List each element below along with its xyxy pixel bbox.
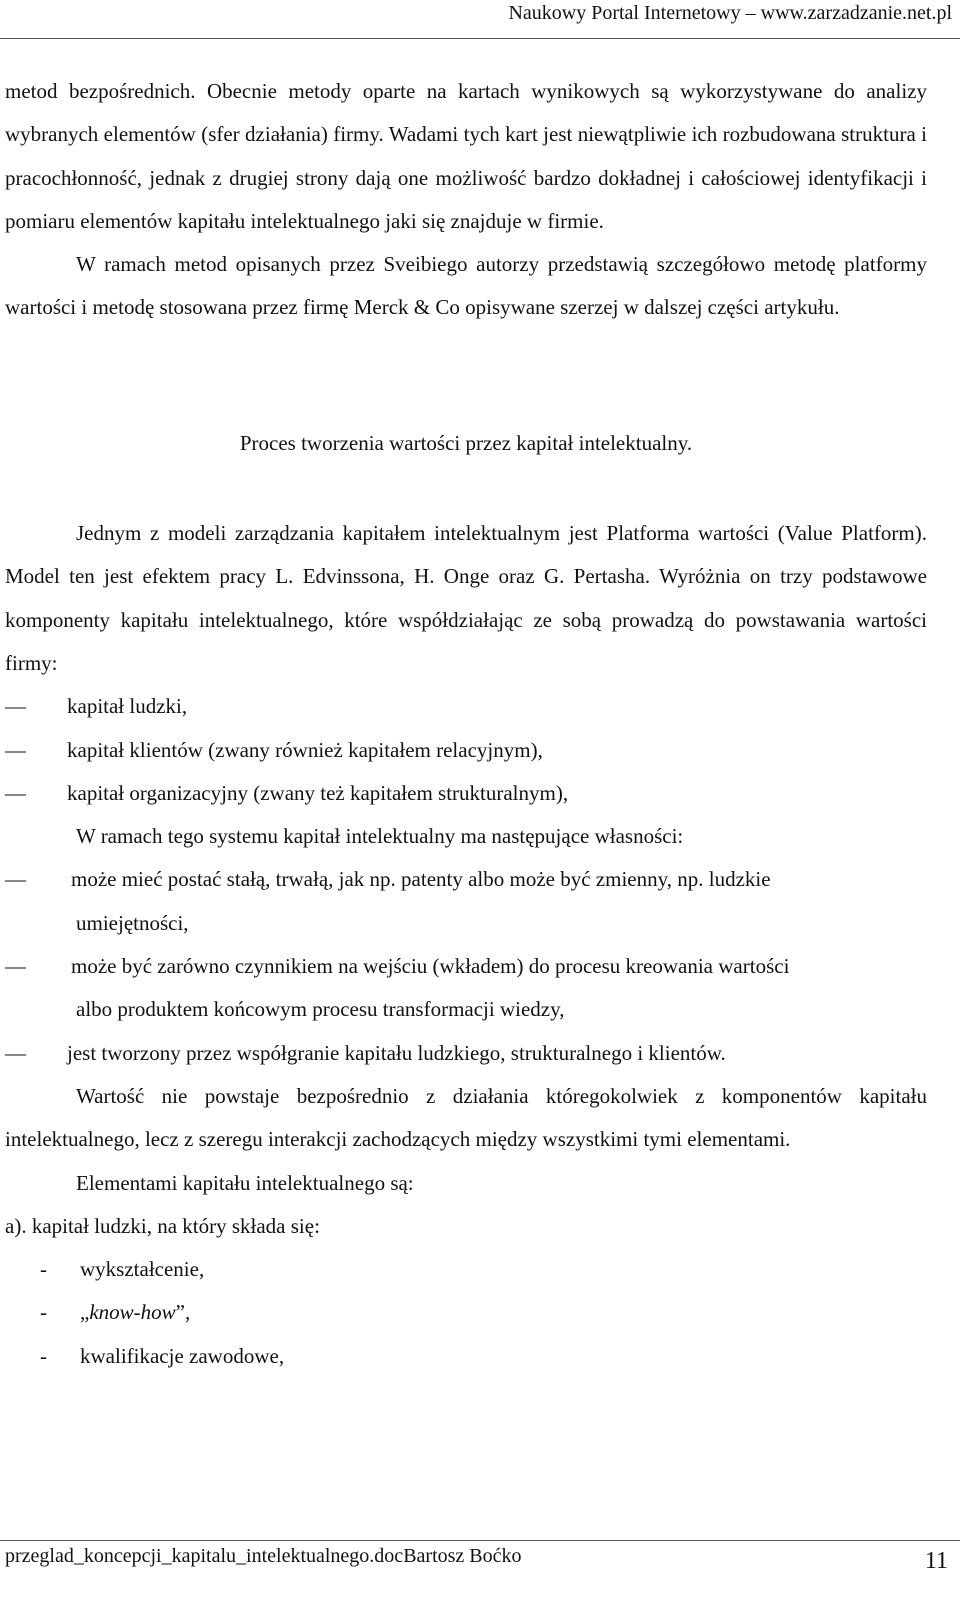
footer-divider [0, 1540, 960, 1541]
list-item-component [5, 685, 927, 728]
list-item-quote-open: „ [80, 1300, 90, 1325]
list-item-human-capital [5, 1335, 927, 1378]
paragraph-sveiby-methods: W ramach metod opisanych przez Sveibiego autorzy przedstawią szczegółowo metodę platformy wartości i metodę stosowana przez firmę Merck & Co opisywane szerzej w dalszej części artykułu. [5, 252, 927, 320]
footer-author: Bartosz Boćko [403, 1545, 522, 1567]
list-item-property [5, 945, 927, 1032]
list-item-text: może mieć postać stałą, trwałą, jak np. patenty albo może być zmienny, np. ludzkie [71, 867, 771, 892]
page-number: 11 [924, 1548, 948, 1574]
paragraph-value-creation: Wartość nie powstaje bezpośrednio z działania któregokolwiek z komponentów kapitału intelektualnego, lecz z szeregu interakcji zachodzących między wszystkimi tymi elementami. [5, 1083, 927, 1152]
header-divider [0, 38, 960, 39]
section-heading: Proces tworzenia wartości przez kapitał intelektualny. [239, 430, 693, 455]
page-body [5, 70, 927, 1378]
hyphen-bullet: - [40, 1257, 47, 1282]
dash-bullet: — [5, 954, 26, 979]
hyphen-bullet: - [40, 1300, 47, 1325]
running-header: Naukowy Portal Internetowy – www.zarzadzanie.net.pl [508, 2, 952, 24]
list-item-text-continued: umiejętności, [76, 910, 189, 935]
list-item-italic-term: know-how [89, 1300, 176, 1325]
list-item-text: może być zarówno czynnikiem na wejściu (wkładem) do procesu kreowania wartości [71, 954, 790, 979]
dash-bullet: — [5, 694, 26, 719]
list-item-text: kapitał ludzki, [67, 694, 188, 719]
dash-bullet: — [5, 1040, 26, 1065]
list-item-text-continued: albo produktem końcowym procesu transformacji wiedzy, [76, 997, 565, 1022]
paragraph-human-capital: a). kapitał ludzki, na który składa się: [5, 1213, 320, 1238]
paragraph-continuation: metod bezpośrednich. Obecnie metody oparte na kartach wynikowych są wykorzystywane do analizy wybranych elementów (sfer działania) firmy. Wadami tych kart jest niewątpliwie ich rozbudowana struktura i pracochłonność, jednak z drugiej strony dają one możliwość bardzo dokładnej i całościowej identyfikacji i pomiaru elementów kapitału intelektualnego jaki się znajduje w firmie. [5, 79, 927, 233]
dash-bullet: — [5, 737, 26, 762]
list-item-human-capital [5, 1291, 927, 1334]
list-item-text: kapitał klientów (zwany również kapitałem relacyjnym), [67, 737, 543, 762]
list-item-quote-close: ”, [175, 1300, 191, 1325]
paragraph-elements-intro: Elementami kapitału intelektualnego są: [76, 1170, 414, 1195]
list-item-component [5, 772, 927, 815]
list-item-text: wykształcenie, [80, 1257, 205, 1282]
list-item-property [5, 1032, 927, 1075]
list-item-component [5, 729, 927, 772]
paragraph-value-platform: Jednym z modeli zarządzania kapitałem intelektualnym jest Platforma wartości (Value Platform). Model ten jest efektem pracy L. Edvinssona, H. Onge oraz G. Pertasha. Wyróżnia on trzy podstawowe komponenty kapitału intelektualnego, które współdziałając ze sobą prowadzą do powstawania wartości firmy: [5, 521, 927, 675]
list-item-human-capital [5, 1248, 927, 1291]
dash-bullet: — [5, 867, 26, 892]
list-item-text: kapitał organizacyjny (zwany też kapitałem strukturalnym), [67, 780, 569, 805]
dash-bullet: — [5, 780, 26, 805]
footer-filename: przeglad_koncepcji_kapitalu_intelektualnego.doc [5, 1545, 404, 1567]
list-item-text: kwalifikacje zawodowe, [80, 1343, 285, 1368]
hyphen-bullet: - [40, 1343, 47, 1368]
footer-source [5, 1545, 522, 1568]
list-item-text: jest tworzony przez współgranie kapitału ludzkiego, strukturalnego i klientów. [67, 1040, 726, 1065]
list-item-property [5, 858, 927, 945]
paragraph-properties-intro: W ramach tego systemu kapitał intelektualny ma następujące własności: [76, 824, 684, 849]
